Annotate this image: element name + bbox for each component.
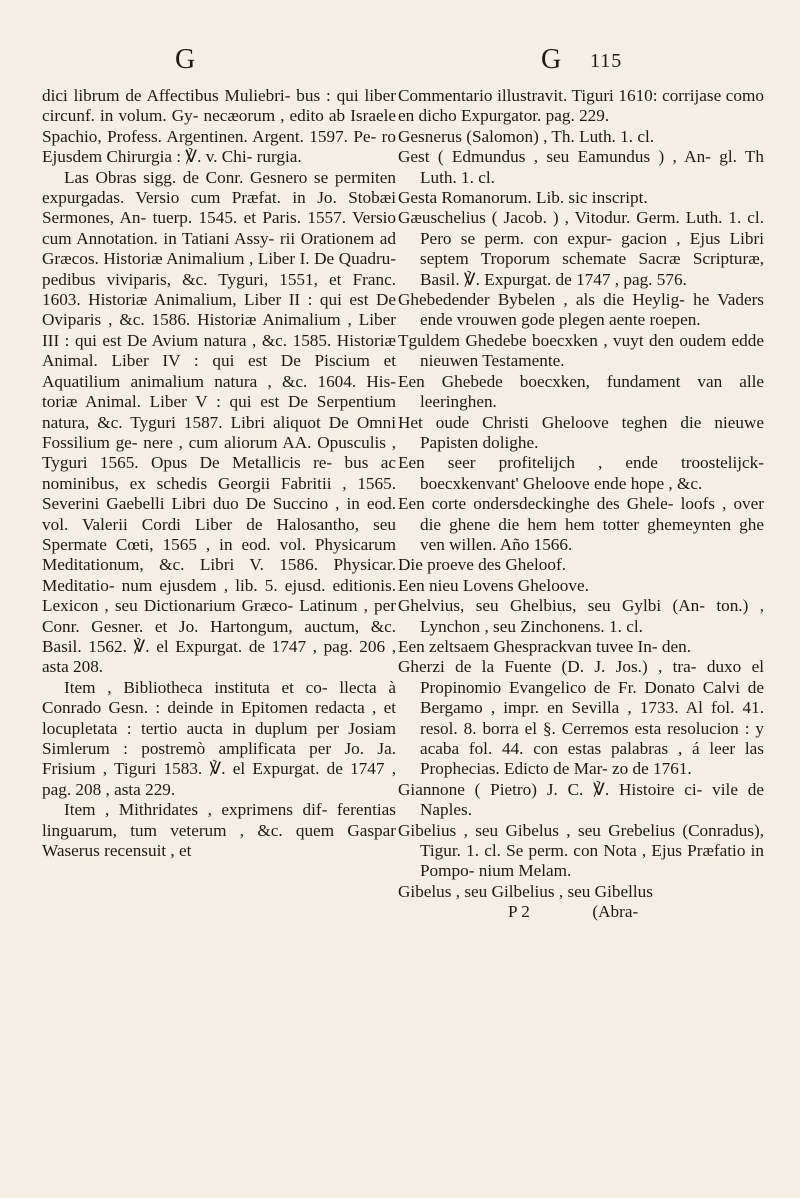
right-entry-4: Gesta Romanorum. Lib. sic inscript. — [398, 188, 648, 208]
right-entry-5: Gæuschelius ( Jacob. ) , Vitodur. Germ. Luth. 1. cl. Pero se perm. con expur- gacion , Ejus Libri septem Troporum schemate Sacræ Scripturæ, Basil. ℣. Expurgat. de 1747 , pag. 576. — [398, 208, 764, 289]
left-paragraph-3: Item , Bibliotheca instituta et co- llecta à Conrado Gesn. : deinde in Epitomen redacta , et locupletata : tertio aucta in duplum per Josiam Simlerum : postremò amplificata per Jo. Ja. Frisium , Tiguri 1583. ℣. el Expurgat. de 1747 , pag. 208 , asta 229. — [42, 677, 396, 799]
right-entry-1: Commentario illustravit. Tiguri 1610: corrijase como en dicho Expurgator. pag. 229. — [398, 86, 764, 126]
right-entry-16: Gherzi de la Fuente (D. J. Jos.) , tra- duxo el Propinomio Evangelico de Fr. Donato Calvi de Bergamo , impr. en Sevilla , 1733. Al fol. 41. resol. 8. borra el §. Cerremos esta resolucion : y acaba fol. 44. con estas palabras , á leer las Prophecias. Edicto de Mar- zo de 1761. — [398, 657, 764, 779]
right-entry-19: Gibelus , seu Gilbelius , seu Gibellus — [398, 881, 653, 901]
right-entry-7: Tguldem Ghedebe boecxken , vuyt den oudem edde nieuwen Testamente. — [398, 330, 764, 371]
running-header — [0, 44, 800, 80]
right-entry-3: Gest ( Edmundus , seu Eamundus ) , An- gl. Th Luth. 1. cl. — [398, 147, 764, 187]
right-entry-9: Het oude Christi Gheloove teghen die nieuwe Papisten dolighe. — [398, 412, 764, 452]
right-entry-10: Een seer profitelijch , ende troostelijck- boecxkenvant' Gheloove ende hope , &c. — [398, 453, 764, 493]
right-entry-17: Giannone ( Pietro) J. C. ℣. Histoire ci- vile de Naples. — [398, 779, 764, 820]
right-entry-11: Een corte ondersdeckinghe des Ghele- loofs , over die ghene die hem hem totter ghemeynten ghe ven willen. Año 1566. — [398, 494, 764, 554]
header-letter-left: G — [175, 44, 196, 75]
right-entry-8: Een Ghebede boecxken, fundament van alle leeringhen. — [398, 371, 764, 412]
header-letter-right: G — [541, 44, 562, 75]
left-column — [42, 86, 396, 861]
right-entry-13: Een nieu Lovens Gheloove. — [398, 575, 589, 595]
catchword: (Abra- — [592, 902, 639, 922]
signature-mark: P 2 — [508, 902, 530, 922]
left-paragraph-2: Las Obras sigg. de Conr. Gesnero se permiten expurgadas. Versio cum Præfat. in Jo. Stobæi Sermones, An- tuerp. 1545. et Paris. 1557. Versio cum Annotation. in Tatiani Assy- rii Orationem ad Græcos. Historiæ Animalium , Liber I. De Quadru- pedibus viviparis, &c. Tyguri, 1551, et Franc. 1603. Historiæ Animalium, Liber II : qui est De Oviparis , &c. 1586. Historiæ Animalium , Liber III : qui est De Avium natura , &c. 1585. Historiæ Animal. Liber IV : qui est De Piscium et Aquatilium animalium natura , &c. 1604. His- toriæ Animal. Liber V : qui est De Serpentium natura, &c. Tyguri 1587. Libri aliquot De Omni Fossilium ge- nere , cum aliorum AA. Opusculis , Tyguri 1565. Opus De Metallicis re- bus ac nominibus, ex schedis Georgii Fabritii , 1565. Severini Gaebelli Libri duo De Succino , in eod. vol. Valerii Cordi Liber de Halosantho, seu Spermate Cœti, 1565 , in eod. vol. Physicarum Meditationum, &c. Libri V. 1586. Physicar. Meditatio- num ejusdem , lib. 5. ejusd. editionis. Lexicon , seu Dictionarium Græco- Latinum , per Conr. Gesner. et Jo. Hartongum, auctum, &c. Basil. 1562. ℣. el Expurgat. de 1747 , pag. 206 , asta 208. — [42, 167, 396, 677]
right-entry-15: Een zeltsaem Ghesprackvan tuvee In- den. — [398, 636, 692, 656]
page-number: 115 — [590, 50, 623, 72]
right-entry-18: Gibelius , seu Gibelus , seu Grebelius (Conradus), Tigur. 1. cl. Se perm. con Nota , Ejus Præfatio in Pompo- nium Melam. — [398, 820, 764, 881]
right-entry-12: Die proeve des Gheloof. — [398, 555, 566, 575]
page-footer — [398, 902, 764, 922]
right-entry-6: Ghebedender Bybelen , als die Heylig- he Vaders ende vrouwen gode plegen aente roepen. — [398, 290, 764, 330]
right-entry-14: Ghelvius, seu Ghelbius, seu Gylbi (An- ton.) , Lynchon , seu Zinchonens. 1. cl. — [398, 596, 764, 636]
right-column — [398, 86, 764, 923]
left-paragraph-1: dici librum de Affectibus Muliebri- bus : qui liber circunf. in volum. Gy- necæorum , edito ab Israele Spachio, Profess. Argentinen. Argent. 1597. Pe- ro Ejusdem Chirurgia : ℣. v. Chi- rurgia. — [42, 86, 396, 167]
left-paragraph-4: Item , Mithridates , exprimens dif- ferentias linguarum, tum veterum , &c. quem Gaspar Waserus recensuit , et — [42, 800, 396, 861]
right-entry-2: Gesnerus (Salomon) , Th. Luth. 1. cl. — [398, 126, 655, 146]
